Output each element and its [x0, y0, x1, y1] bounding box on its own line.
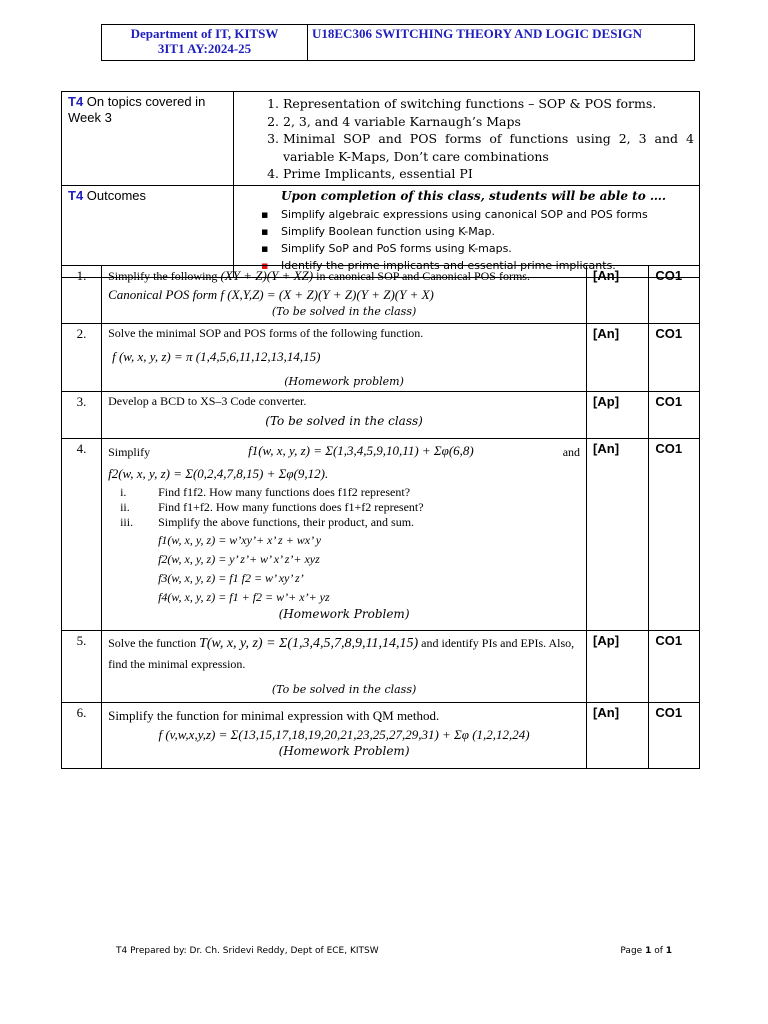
- question-number: 3.: [62, 392, 102, 439]
- simplify-label: Simplify: [108, 445, 151, 459]
- question-text: Simplify the following: [108, 269, 218, 283]
- sub-question-text: Find f1+f2. How many functions does f1+f2 represent?: [158, 500, 424, 514]
- bloom-level: [An]: [587, 324, 649, 392]
- course-title: U18EC306 SWITCHING THEORY AND LOGIC DESIGN: [308, 25, 695, 61]
- department-cell: [102, 25, 308, 61]
- topics-tag: T4: [68, 94, 84, 109]
- question-row: [62, 266, 700, 324]
- sub-question-roman: ii.: [120, 500, 130, 514]
- bloom-level: [An]: [587, 703, 649, 769]
- academic-year-line: 3IT1 AY:2024-25: [157, 41, 252, 56]
- topics-table: [61, 91, 700, 278]
- question-text: Simplify the function for minimal expression with QM method.: [108, 708, 440, 723]
- outcomes-cell: [234, 185, 700, 277]
- question-row: [62, 324, 700, 392]
- question-note: (To be solved in the class): [271, 683, 417, 696]
- course-outcome: CO1: [649, 631, 700, 703]
- sub-question: [108, 485, 580, 500]
- course-outcome: CO1: [649, 703, 700, 769]
- outcome-item: ▪ Simplify Boolean function using K-Map.: [281, 223, 698, 240]
- page-of: of: [651, 946, 666, 956]
- question-text: Solve the minimal SOP and POS forms of the following function.: [108, 326, 424, 340]
- question-row: [62, 392, 700, 439]
- topics-label-text: On topics covered in Week 3: [68, 94, 206, 125]
- course-outcome: CO1: [649, 324, 700, 392]
- answer-f2: f2(w, x, y, z) = y’ z’+ w’ x’ z’+ xyz: [158, 552, 320, 566]
- question-row: [62, 439, 700, 631]
- topic-item: 3. Minimal SOP and POS forms of functions using 2, 3 and 4 variable K-Maps, Don’t care combinations: [283, 130, 694, 165]
- question-expression: f (w, x, y, z) = π (1,4,5,6,11,12,13,14,15): [112, 349, 321, 364]
- answer-equations: [108, 531, 580, 607]
- bloom-level: [Ap]: [587, 392, 649, 439]
- sub-question-text: Simplify the above functions, their product, and sum.: [158, 515, 415, 529]
- page-current: 1: [645, 946, 652, 956]
- answer-f3: f3(w, x, y, z) = f1 f2 = w’ xy’ z’: [158, 571, 304, 585]
- outcomes-list: [235, 206, 698, 274]
- outcome-item: ▪ Simplify algebraic expressions using canonical SOP and POS forms: [281, 206, 698, 223]
- outcomes-tag: T4: [68, 187, 84, 203]
- bloom-level: [Ap]: [587, 631, 649, 703]
- question-number: 5.: [62, 631, 102, 703]
- bloom-level: [An]: [587, 439, 649, 631]
- outcomes-heading: Upon completion of this class, students will be able to ….: [281, 188, 667, 203]
- question-note: (To be solved in the class): [265, 414, 423, 428]
- question-note: (Homework Problem): [278, 744, 410, 758]
- course-outcome: CO1: [649, 392, 700, 439]
- function-f1: f1(w, x, y, z) = Σ(1,3,4,5,9,10,11) + Σφ(6,8): [248, 443, 474, 458]
- question-row: [62, 703, 700, 769]
- question-text: Solve the function: [108, 636, 197, 650]
- course-outcome: CO1: [649, 266, 700, 324]
- topic-item: 2. 2, 3, and 4 variable Karnaugh’s Maps: [283, 113, 694, 131]
- question-body: [102, 392, 587, 439]
- question-text: Develop a BCD to XS–3 Code converter.: [108, 394, 307, 408]
- sub-question: [108, 500, 580, 515]
- question-note: (To be solved in the class): [271, 305, 417, 318]
- outcomes-label-text: Outcomes: [86, 187, 147, 203]
- sub-question-text: Find f1f2. How many functions does f1f2 represent?: [158, 485, 411, 499]
- topics-list-cell: [234, 92, 700, 186]
- canonical-pos-line: Canonical POS form f (X,Y,Z) = (X + Z)(Y + Z)(Y + Z)(Y + X): [108, 287, 434, 302]
- topics-label: [62, 92, 234, 186]
- question-number: 6.: [62, 703, 102, 769]
- function-f2: f2(w, x, y, z) = Σ(0,2,4,7,8,15) + Σφ(9,12).: [108, 466, 329, 481]
- questions-table: [61, 265, 700, 769]
- page-number: [620, 946, 672, 956]
- sub-question: [108, 515, 580, 530]
- question-body: [102, 439, 587, 631]
- question-expression: f (v,w,x,y,z) = Σ(13,15,17,18,19,20,21,23,25,27,29,31) + Σφ (1,2,12,24): [158, 727, 530, 742]
- prepared-by: T4 Prepared by: Dr. Ch. Sridevi Reddy, Dept of ECE, KITSW: [116, 946, 379, 956]
- question-number: 1.: [62, 266, 102, 324]
- question-body: [102, 703, 587, 769]
- topic-item: 1. Representation of switching functions – SOP & POS forms.: [283, 95, 694, 113]
- question-body: [102, 266, 587, 324]
- outcome-item: ▪ Simplify SoP and PoS forms using K-maps.: [281, 240, 698, 257]
- course-outcome: CO1: [649, 439, 700, 631]
- question-expression: (XY + Z)(Y + XZ): [220, 268, 314, 283]
- header-table: [101, 24, 695, 61]
- and-label: and: [562, 445, 581, 459]
- outcome-item: ▪ Identify the prime implicants and essential prime implicants.: [281, 257, 698, 274]
- bloom-level: [An]: [587, 266, 649, 324]
- sub-question-roman: i.: [120, 485, 127, 499]
- question-row: [62, 631, 700, 703]
- topics-list: [235, 95, 694, 183]
- answer-f4: f4(w, x, y, z) = f1 + f2 = w’+ x’+ yz: [158, 590, 330, 604]
- question-expression: T(w, x, y, z) = Σ(1,3,4,5,7,8,9,11,14,15): [199, 636, 419, 651]
- answer-f1: f1(w, x, y, z) = w’xy’+ x’ z + wx’ y: [158, 533, 322, 547]
- department-line: Department of IT, KITSW: [130, 26, 279, 41]
- question-note: (Homework problem): [284, 375, 404, 388]
- page-footer: [116, 946, 672, 956]
- sub-question-roman: iii.: [120, 515, 134, 529]
- question-body: [102, 324, 587, 392]
- question-number: 4.: [62, 439, 102, 631]
- page-prefix: Page: [620, 946, 646, 956]
- question-text-tail: and identify PIs and EPIs. Also, find the minimal expression.: [108, 636, 575, 671]
- outcomes-label: [62, 185, 234, 277]
- topic-item: 4. Prime Implicants, essential PI: [283, 165, 694, 183]
- question-text-tail: in canonical SOP and Canonical POS forms.: [316, 269, 530, 283]
- page-total: 1: [665, 946, 672, 956]
- question-note: (Homework Problem): [278, 607, 410, 621]
- question-number: 2.: [62, 324, 102, 392]
- question-body: [102, 631, 587, 703]
